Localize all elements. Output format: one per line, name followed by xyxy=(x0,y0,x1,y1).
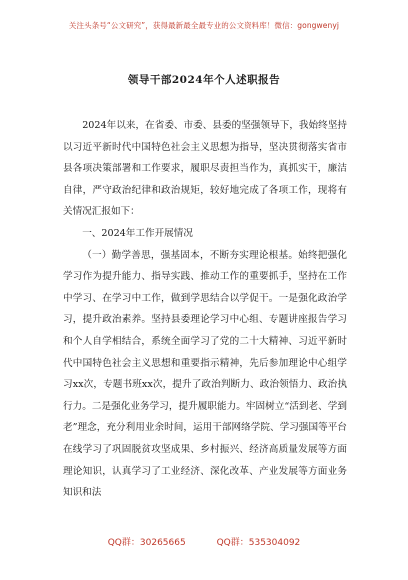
document-title: 领导干部2024年个人述职报告 xyxy=(127,74,281,86)
document-body xyxy=(63,115,347,504)
paragraph-intro: 2024年以来，在省委、市委、县委的坚强领导下，我始终坚持以习近平新时代中国特色社会主义思想为指导，坚决贯彻落实省市县各项决策部署和工作要求，履职尽责担当作为，真抓实干，廉洁自律，严守政治纪律和政治规矩，较好地完成了各项工作，现将有关情况汇报如下： xyxy=(63,120,347,218)
paragraph-study: （一）勤学善思，强基固本，不断夯实理论根基。始终把强化学习作为提升能力、指导实践、推动工作的重要抓手，坚持在工作中学习、在学习中工作，做到学思结合以学促干。一是强化政治学习，提升政治素养。坚持县委理论学习中心组、专题讲座报告学习和个人自学相结合，系统全面学习了党的二十大精神、习近平新时代中国特色社会主义思想和重要指示精神，先后参加理论中心组学习xx次，专题书班xx次，提升了政治判断力、政治领悟力、政治执行力。二是强化业务学习，提升履职能力。牢固树立“活到老、学到老”理念，充分利用业余时间，运用干部网络学院、学习强国等平台在线学习了巩固脱贫攻坚成果、乡村振兴、经济高质量发展等方面理论知识，认真学习了工业经济、深化改革、产业发展等方面业务知识和法 xyxy=(63,249,347,499)
footer-qq-group-1: QQ群：30265665 xyxy=(107,538,186,548)
section-heading: 一、2024年工作开展情况 xyxy=(82,227,193,239)
header-banner: 关注头条号“公文研究”，获得最新最全最专业的公文资料库！微信：gongwenyj xyxy=(68,21,340,30)
footer-contacts xyxy=(0,535,408,548)
footer-qq-group-2: QQ群：535304092 xyxy=(216,538,301,548)
